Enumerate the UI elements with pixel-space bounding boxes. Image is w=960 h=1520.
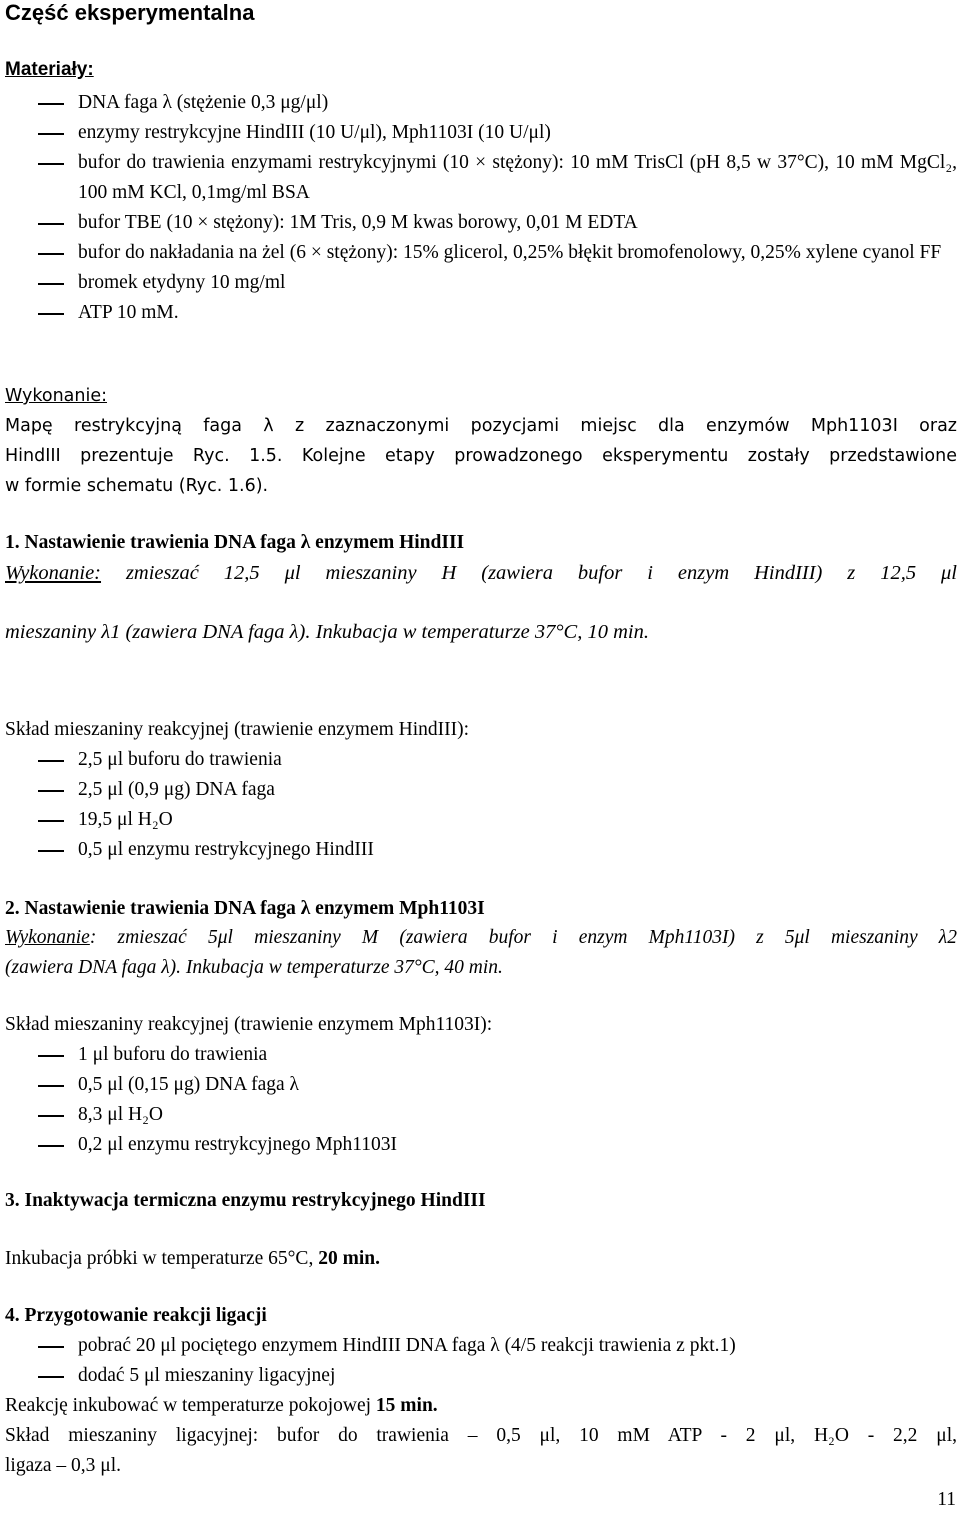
list-item: 2,5 μl buforu do trawienia: [5, 745, 957, 775]
list-item: 0,5 μl enzymu restrykcyjnego HindIII: [5, 835, 957, 865]
step1-instruction: [5, 558, 957, 588]
list-item: pobrać 20 μl pociętego enzymem HindIII DNA faga λ (4/5 reakcji trawienia z pkt.1): [5, 1331, 957, 1361]
step1-text: zmieszać 12,5 μl mieszaniny H (zawiera bufor i enzym HindIII) z 12,5 μl: [125, 562, 958, 584]
step4-heading: 4. Przygotowanie reakcji ligacji: [5, 1305, 267, 1326]
step2-composition-heading: Skład mieszaniny reakcyjnej (trawienie enzymem Mph1103I):: [5, 1014, 493, 1035]
step2-composition: [5, 1010, 957, 1160]
step3-duration: 20 min.: [318, 1248, 380, 1269]
step4-duration: 15 min.: [375, 1395, 438, 1416]
materials-heading: Materiały:: [5, 59, 94, 80]
step3-text: [5, 1244, 957, 1274]
list-item: 0,5 μl (0,15 μg) DNA faga λ: [5, 1070, 957, 1100]
list-item: bufor do trawienia enzymami restrykcyjnymi (10 × stężony): 10 mM TrisCl (pH 8,5 w 37°C), 10 mM MgCl₂, 100 mM KCl, 0,1mg/ml BSA: [5, 148, 957, 208]
list-item: bufor TBE (10 × stężony): 1M Tris, 0,9 M kwas borowy, 0,01 M EDTA: [5, 208, 957, 238]
list-item: DNA faga λ (stężenie 0,3 μg/μl): [5, 88, 957, 118]
list-item: 19,5 μl H₂O: [5, 805, 957, 835]
list-item: 1 μl buforu do trawienia: [5, 1040, 957, 1070]
list-item: enzymy restrykcyjne HindIII (10 U/μl), Mph1103I (10 U/μl): [5, 118, 957, 148]
step1-composition-heading: Skład mieszaniny reakcyjnej (trawienie enzymem HindIII):: [5, 719, 470, 740]
step3-text-a: Inkubacja próbki w temperaturze 65°C,: [5, 1248, 319, 1269]
step2-text: : zmieszać 5μl mieszaniny M (zawiera bufor i enzym Mph1103I) z 5μl mieszaniny λ2: [89, 927, 957, 948]
step4-body: [5, 1331, 957, 1481]
list-item: 0,2 μl enzymu restrykcyjnego Mph1103I: [5, 1130, 957, 1160]
list-item: 2,5 μl (0,9 μg) DNA faga: [5, 775, 957, 805]
list-item: 8,3 μl H₂O: [5, 1100, 957, 1130]
step4-incubation-text: Reakcję inkubować w temperaturze pokojowej: [5, 1395, 376, 1416]
step1-label: Wykonanie:: [5, 562, 102, 584]
step1-line1: [5, 558, 957, 588]
step4-list: [5, 1331, 957, 1391]
ligation-composition-line2: ligaza – 0,3 μl.: [5, 1455, 122, 1476]
list-item: ATP 10 mM.: [5, 298, 957, 328]
step1-composition-list: [5, 745, 957, 865]
step1-composition: [5, 715, 957, 865]
list-item: bufor do nakładania na żel (6 × stężony): 15% glicerol, 0,25% błękit bromofenolowy, 0,25% xylene cyanol FF: [5, 238, 957, 268]
procedure-line: Mapę restrykcyjną faga λ z zaznaczonymi pozycjami miejsc dla enzymów Mph1103I oraz: [5, 416, 957, 436]
step1-heading: 1. Nastawienie trawienia DNA faga λ enzymem HindIII: [5, 532, 465, 553]
ligation-composition-line1: Skład mieszaniny ligacyjnej: bufor do trawienia – 0,5 μl, 10 mM ATP - 2 μl, H₂O - 2,2 μl,: [5, 1425, 957, 1446]
materials-list: [5, 88, 957, 328]
list-item: dodać 5 μl mieszaniny ligacyjnej: [5, 1361, 957, 1391]
procedure-intro: [5, 381, 957, 501]
page-number: 11: [937, 1489, 956, 1510]
page-title: Część eksperymentalna: [5, 0, 255, 25]
step2-composition-list: [5, 1040, 957, 1160]
step3-heading: 3. Inaktywacja termiczna enzymu restrykcyjnego HindIII: [5, 1190, 486, 1211]
list-item: bromek etydyny 10 mg/ml: [5, 268, 957, 298]
step1-line2: mieszaniny λ1 (zawiera DNA faga λ). Inkubacja w temperaturze 37°C, 10 min.: [5, 621, 649, 643]
step4-incubation: [5, 1391, 957, 1421]
step2-line2: (zawiera DNA faga λ). Inkubacja w temperaturze 37°C, 40 min.: [5, 957, 503, 978]
procedure-heading: Wykonanie:: [5, 386, 108, 406]
step2-heading: 2. Nastawienie trawienia DNA faga λ enzymem Mph1103I: [5, 898, 485, 919]
procedure-line: HindIII prezentuje Ryc. 1.5. Kolejne etapy prowadzonego eksperymentu zostały przedstawione: [5, 446, 957, 466]
step2-line1: [5, 923, 957, 953]
procedure-line: w formie schematu (Ryc. 1.6).: [5, 476, 269, 496]
materials-section: [5, 55, 957, 328]
step2-label: Wykonanie: [5, 927, 90, 948]
step2-instruction: [5, 923, 957, 983]
